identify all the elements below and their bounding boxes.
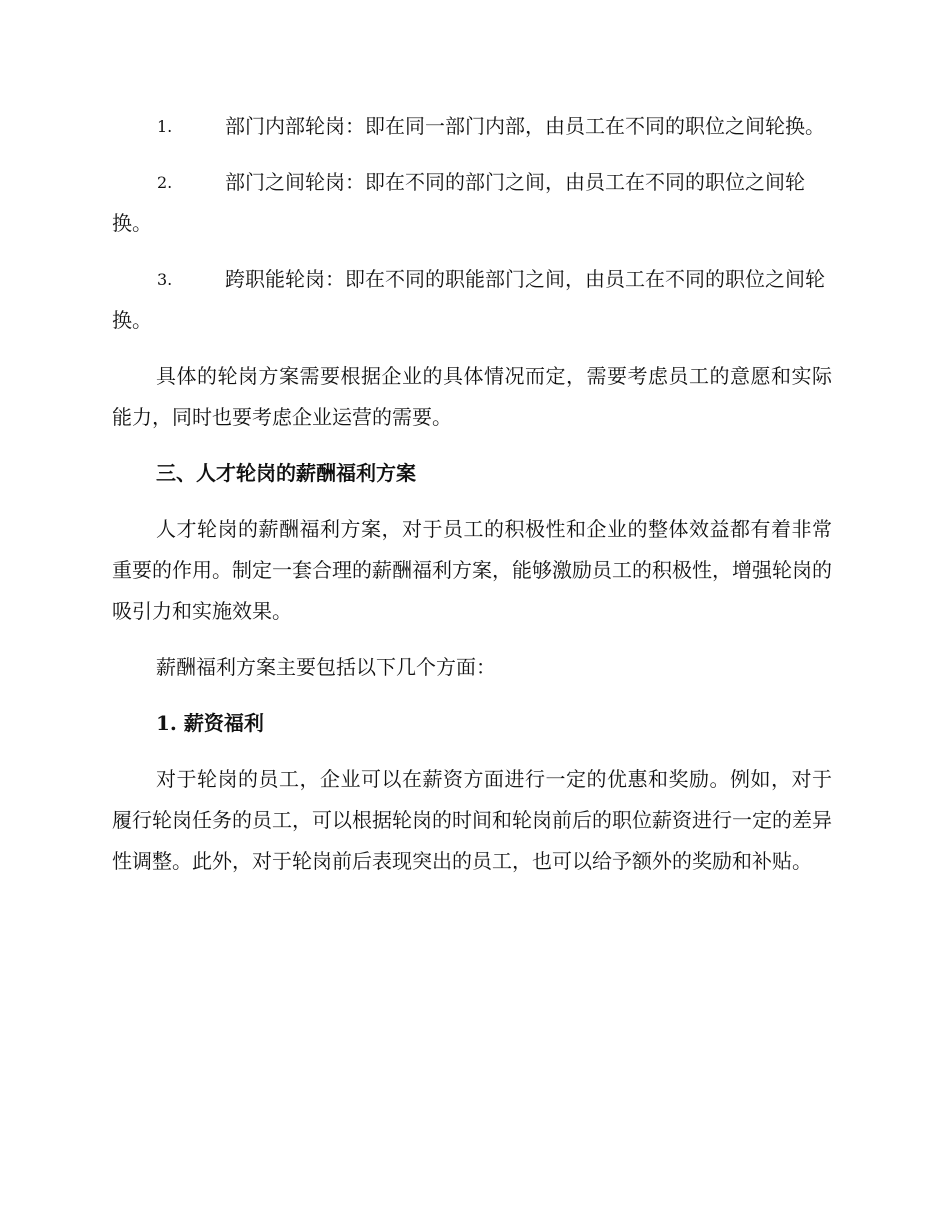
list-item-number: 2. bbox=[157, 173, 173, 192]
section-heading: 三、人才轮岗的薪酬福利方案 bbox=[156, 461, 416, 485]
paragraph-rotation-plan: 具体的轮岗方案需要根据企业的具体情况而定，需要考虑员工的意愿和实际能力，同时也要考虑企业运营的需要。 bbox=[112, 364, 832, 429]
paragraph-compensation-intro: 人才轮岗的薪酬福利方案，对于员工的积极性和企业的整体效益都有着非常重要的作用。制定一套合理的薪酬福利方案，能够激励员工的积极性，增强轮岗的吸引力和实施效果。 bbox=[112, 517, 832, 623]
list-item-number: 3. bbox=[157, 270, 173, 289]
list-item-text: 跨职能轮岗：即在不同的职能部门之间，由员工在不同的职位之间轮换。 bbox=[112, 267, 825, 332]
list-item bbox=[112, 106, 832, 147]
paragraph-salary-benefits: 对于轮岗的员工，企业可以在薪资方面进行一定的优惠和奖励。例如，对于履行轮岗任务的员工，可以根据轮岗的时间和轮岗前后的职位薪资进行一定的差异性调整。此外，对于轮岗前后表现突出的员工，也可以给予额外的奖励和补贴。 bbox=[112, 767, 832, 873]
paragraph-aspects: 薪酬福利方案主要包括以下几个方面： bbox=[156, 655, 496, 679]
list-item-text: 部门之间轮岗：即在不同的部门之间，由员工在不同的职位之间轮换。 bbox=[112, 170, 805, 235]
list-item-number: 1. bbox=[157, 117, 173, 136]
subsection-heading: 1. 薪资福利 bbox=[156, 711, 264, 735]
list-item bbox=[112, 162, 832, 244]
list-item bbox=[112, 259, 832, 341]
list-item-text: 部门内部轮岗：即在同一部门内部，由员工在不同的职位之间轮换。 bbox=[225, 114, 825, 138]
document-body bbox=[112, 106, 832, 897]
